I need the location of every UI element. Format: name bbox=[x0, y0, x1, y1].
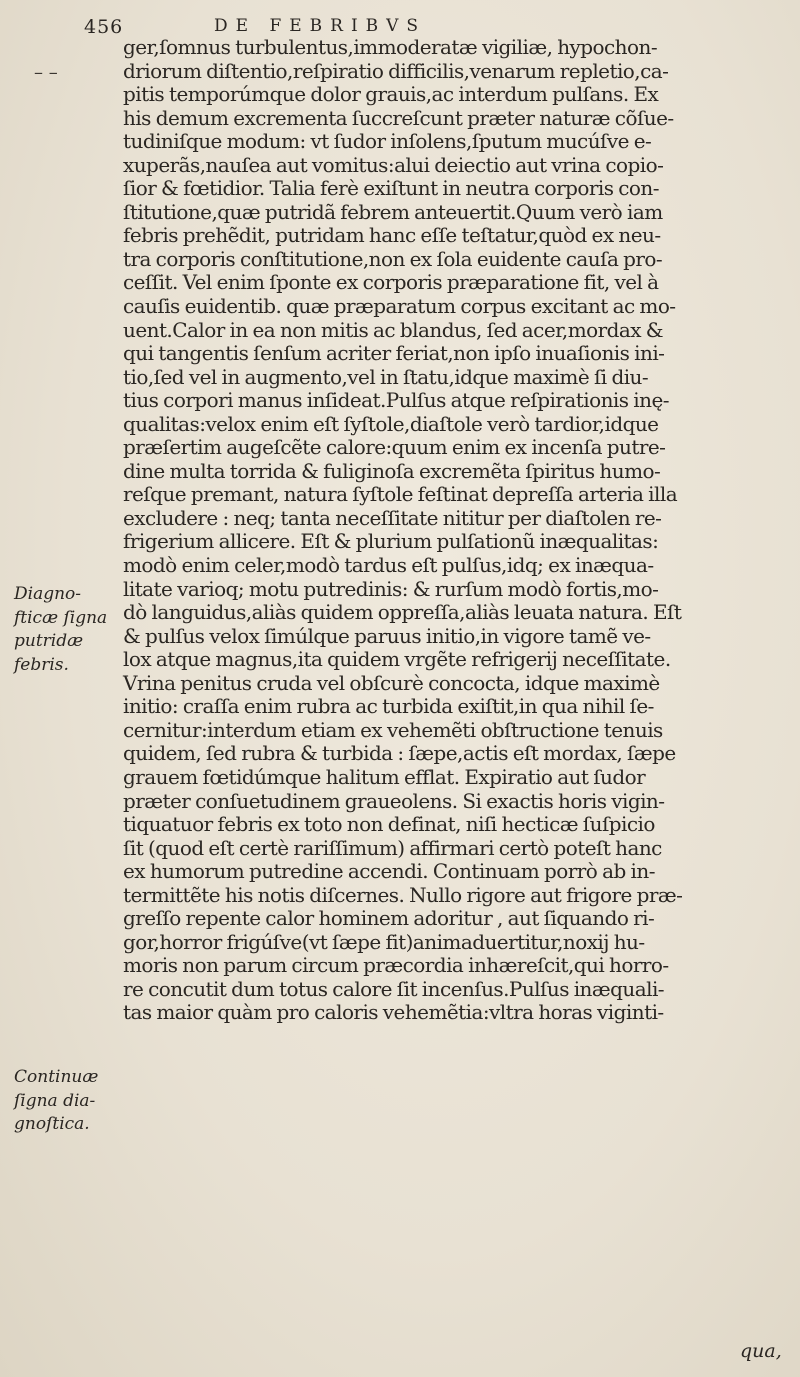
marginal-note-diagnostic-signs bbox=[14, 583, 124, 677]
marginal-note-continuous-fever bbox=[14, 1066, 124, 1137]
running-head: DE FEBRIBVS bbox=[214, 16, 427, 36]
text-line: modò enim celer,modò tardus eſt pulſus,idq; ex inæqua- bbox=[123, 553, 654, 578]
text-line: xuperãs,nauſea aut vomitus:alui deiectio aut vrina copio- bbox=[123, 152, 664, 177]
marginal-note-line: Continuæ bbox=[14, 1067, 99, 1087]
text-line: ex humorum putredine accendi. Continuam porrò ab in- bbox=[123, 859, 655, 884]
text-line: tas maior quàm pro caloris vehemẽtia:vltra horas viginti- bbox=[123, 1000, 664, 1025]
marginal-note-line: ſigna dia- bbox=[14, 1090, 96, 1111]
text-line: præter conſuetudinem graueolens. Si exactis horis vigin- bbox=[123, 788, 665, 813]
text-line: dò languidus,aliàs quidem oppreſſa,aliàs leuata natura. Eſt bbox=[123, 600, 682, 625]
text-line: & pulſus velox ſimúlque paruus initio,in vigore tamẽ ve- bbox=[123, 623, 651, 648]
text-line: ſit (quod eſt certè rariſſimum) affirmari certò poteſt hanc bbox=[123, 835, 662, 860]
text-line: præſertim augeſcẽte calore:quum enim ex incenſa putre- bbox=[123, 435, 666, 460]
text-line: quidem, ſed rubra & turbida : ſæpe,actis eſt mordax, ſæpe bbox=[123, 741, 676, 766]
text-line: his demum excrementa ſuccreſcunt præter naturæ cõſue- bbox=[123, 105, 674, 130]
text-line: ceſſit. Vel enim ſponte ex corporis præparatione fit, vel à bbox=[123, 270, 659, 295]
text-line: qualitas:velox enim eſt ſyſtole,diaſtole verò tardior,idque bbox=[123, 411, 659, 436]
marginal-note-line: fticæ ſigna bbox=[14, 607, 108, 628]
text-line: tudiniſque modum: vt ſudor inſolens,ſputum mucúſve e- bbox=[123, 129, 652, 154]
text-line: qui tangentis ſenſum acriter feriat,non ipſo inuaſionis ini- bbox=[123, 341, 665, 366]
marginal-note-line: gnoſtica. bbox=[14, 1114, 90, 1134]
text-line: cernitur:interdum etiam ex vehemẽti obſtructione tenuis bbox=[123, 717, 663, 742]
marginal-dash: – – bbox=[34, 62, 58, 83]
text-line: tra corporis conſtitutione,non ex ſola euidente cauſa pro- bbox=[123, 246, 663, 271]
text-line: ger,ſomnus turbulentus,immoderatæ vigiliæ, hypochon- bbox=[123, 35, 658, 59]
text-line: gor,horror frigúſve(vt ſæpe fit)animaduertitur,noxij hu- bbox=[123, 929, 645, 954]
text-line: pitis temporúmque dolor grauis,ac interdum pulſans. Ex bbox=[123, 82, 659, 107]
text-line: driorum diſtentio,reſpiratio difficilis,venarum repletio,ca- bbox=[123, 58, 669, 83]
text-line: grauem fœtidúmque halitum efflat. Expiratio aut ſudor bbox=[123, 764, 646, 789]
marginal-note-line: Diagno- bbox=[14, 584, 82, 604]
text-line: febris prehẽdit, putridam hanc eſſe teſtatur,quòd ex neu- bbox=[123, 223, 661, 248]
text-line: termittẽte his notis diſcernes. Nullo rigore aut frigore præ- bbox=[123, 882, 683, 907]
body-text bbox=[123, 36, 787, 1025]
text-line: dine multa torrida & fuliginoſa excremẽta ſpiritus humo- bbox=[123, 458, 661, 483]
text-line: re concutit dum totus calore ſit incenſus.Pulſus inæquali- bbox=[123, 976, 664, 1001]
marginal-note-line: putridæ bbox=[14, 631, 84, 651]
text-line: initio: craſſa enim rubra ac turbida exiſtit,in qua nihil ſe- bbox=[123, 694, 654, 719]
page-number: 456 bbox=[84, 16, 124, 38]
text-line: tiquatuor febris ex toto non definat, niſi hecticæ ſuſpicio bbox=[123, 812, 655, 837]
text-line: tius corpori manus inſideat.Pulſus atque reſpirationis inę- bbox=[123, 388, 669, 413]
text-line: lox atque magnus,ita quidem vrgẽte refrigerij neceſſitate. bbox=[123, 647, 671, 672]
text-line: ſtitutione,quæ putridã febrem anteuertit.Quum verò iam bbox=[123, 199, 663, 224]
text-line: cauſis euidentib. quæ præparatum corpus excitant ac mo- bbox=[123, 294, 676, 319]
catchword: qua, bbox=[740, 1340, 782, 1362]
text-line: reſque premant, natura ſyſtole feſtinat depreſſa arteria illa bbox=[123, 482, 678, 507]
text-line: greſſo repente calor hominem adoritur , aut ſiquando ri- bbox=[123, 906, 655, 931]
text-line: litate varioq; motu putredinis: & rurſum modò fortis,mo- bbox=[123, 576, 659, 601]
marginal-note-line: febris. bbox=[14, 654, 69, 675]
text-line: uent.Calor in ea non mitis ac blandus, ſed acer,mordax & bbox=[123, 317, 664, 342]
text-line: Vrina penitus cruda vel obſcurè concocta, idque maximè bbox=[123, 670, 660, 695]
text-line: tio,ſed vel in augmento,vel in ſtatu,idque maximè ſi diu- bbox=[123, 364, 649, 389]
text-line: excludere : neq; tanta neceſſitate nititur per diaſtolen re- bbox=[123, 505, 662, 530]
text-line: moris non parum circum præcordia inhæreſcit,qui horro- bbox=[123, 953, 669, 978]
text-line: ſior & fœtidior. Talia ferè exiſtunt in neutra corporis con- bbox=[123, 176, 659, 201]
text-line: frigerium allicere. Eſt & plurium pulſationũ inæqualitas: bbox=[123, 529, 659, 554]
